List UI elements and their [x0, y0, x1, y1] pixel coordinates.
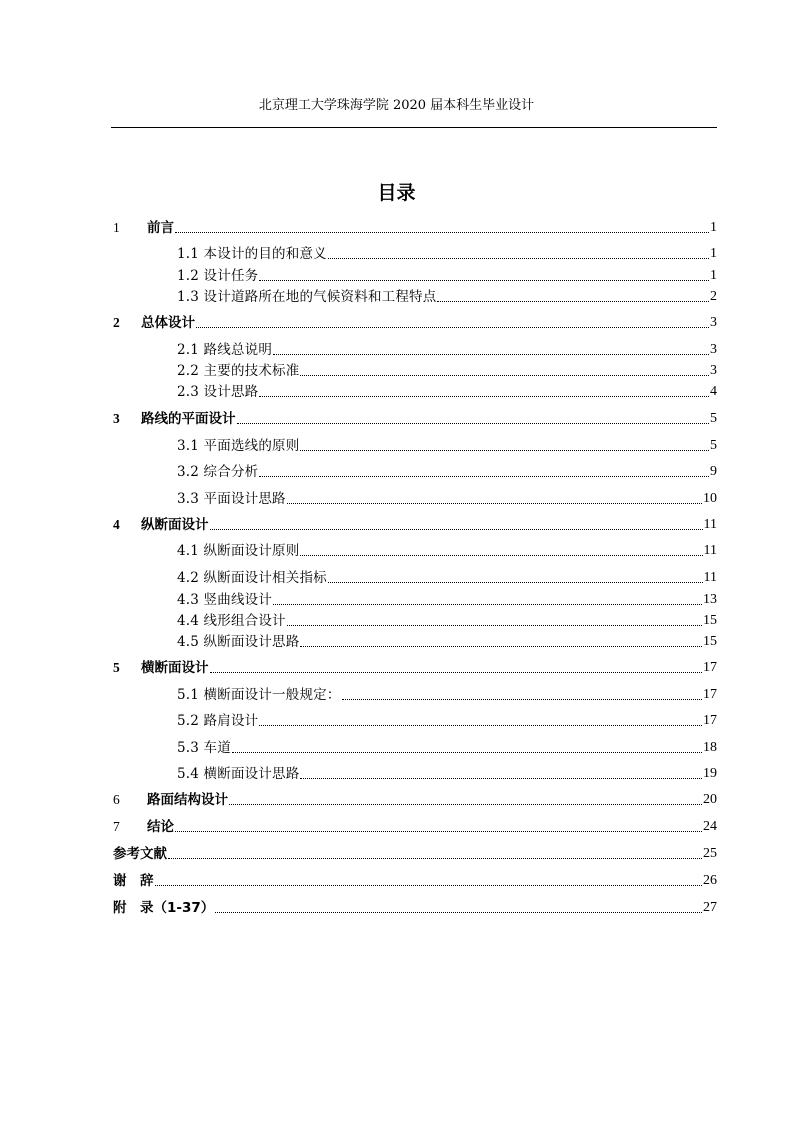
- dot-leader: [328, 258, 709, 259]
- toc-page-number: 11: [703, 517, 717, 532]
- toc-entry-label: 4.5 纵断面设计思路: [177, 634, 300, 650]
- toc-page-number: 3: [710, 342, 717, 357]
- toc-entry-label: 5.1 横断面设计一般规定：: [177, 687, 341, 703]
- toc-entry[interactable]: [113, 659, 717, 677]
- toc-subentry[interactable]: [177, 267, 717, 285]
- toc-subentry[interactable]: [177, 569, 717, 587]
- dot-leader: [168, 858, 702, 859]
- toc-subentry[interactable]: [177, 612, 717, 630]
- toc-subentry[interactable]: [177, 463, 717, 481]
- toc-entry[interactable]: [113, 219, 717, 237]
- toc-page-number: 13: [703, 592, 717, 607]
- dot-leader: [287, 625, 702, 626]
- toc-page-number: 17: [703, 713, 717, 728]
- toc-page-number: 27: [703, 900, 717, 915]
- toc-page-number: 26: [703, 873, 717, 888]
- toc-subentry[interactable]: [177, 383, 717, 401]
- dot-leader: [237, 423, 710, 424]
- toc-subentry[interactable]: [177, 245, 717, 263]
- toc-entry-label: 路线的平面设计: [141, 411, 236, 427]
- toc-entry-number: 4: [113, 517, 120, 532]
- toc-entry-label: 2.2 主要的技术标准: [177, 363, 300, 379]
- toc-page-number: 18: [703, 740, 717, 755]
- page-header: 北京理工大学珠海学院 2020 届本科生毕业设计: [258, 98, 535, 113]
- toc-page-number: 1: [710, 246, 717, 261]
- dot-leader: [287, 503, 702, 504]
- toc-entry-number: 1: [113, 220, 120, 235]
- toc-page-number: 25: [703, 846, 717, 861]
- toc-page-number: 5: [710, 438, 717, 453]
- toc-page-number: 3: [710, 315, 717, 330]
- toc-entry-label: 1.1 本设计的目的和意义: [177, 246, 327, 262]
- toc-entry-label: 3.3 平面设计思路: [177, 491, 286, 507]
- toc-page-number: 17: [703, 687, 717, 702]
- toc-page-number: 19: [703, 766, 717, 781]
- toc-subentry[interactable]: [177, 712, 717, 730]
- toc-subentry[interactable]: [177, 437, 717, 455]
- dot-leader: [300, 646, 702, 647]
- toc-entry-label: 纵断面设计: [141, 517, 209, 533]
- toc-entry-label: 参考文献: [113, 846, 167, 862]
- toc-page-number: 5: [710, 411, 717, 426]
- toc-entry-label: 3.2 综合分析: [177, 464, 259, 480]
- toc-entry-label: 5.2 路肩设计: [177, 713, 259, 729]
- toc-entry-label: 附 录（1-37）: [113, 900, 215, 916]
- toc-page-number: 1: [710, 268, 717, 283]
- dot-leader: [155, 885, 703, 886]
- toc-entry-label: 2.1 路线总说明: [177, 342, 273, 358]
- toc-entry-label: 2.3 设计思路: [177, 384, 259, 400]
- toc-entry-label: 前言: [147, 220, 174, 236]
- toc-entry[interactable]: [113, 516, 717, 534]
- dot-leader: [328, 582, 703, 583]
- toc-entry[interactable]: [113, 899, 717, 917]
- toc-entry-label: 3.1 平面选线的原则: [177, 438, 300, 454]
- toc-page-number: 11: [703, 570, 717, 585]
- dot-leader: [210, 529, 703, 530]
- toc-entry-label: 结论: [147, 819, 174, 835]
- dot-leader: [300, 778, 702, 779]
- toc-page-number: 17: [703, 660, 717, 675]
- toc-entry-label: 1.3 设计道路所在地的气候资料和工程特点: [177, 289, 437, 305]
- dot-leader: [196, 327, 709, 328]
- dot-leader: [437, 301, 709, 302]
- dot-leader: [229, 804, 702, 805]
- dot-leader: [273, 354, 709, 355]
- toc-entry[interactable]: [113, 410, 717, 428]
- dot-leader: [300, 375, 709, 376]
- toc-entry[interactable]: [113, 845, 717, 863]
- toc-entry-number: 2: [113, 315, 120, 330]
- dot-leader: [232, 752, 702, 753]
- toc-entry-label: 总体设计: [141, 315, 195, 331]
- dot-leader: [259, 396, 709, 397]
- toc-page-number: 11: [703, 543, 717, 558]
- toc-page-number: 4: [710, 384, 717, 399]
- dot-leader: [259, 476, 709, 477]
- dot-leader: [210, 672, 703, 673]
- toc-entry-label: 4.2 纵断面设计相关指标: [177, 570, 327, 586]
- toc-entry-label: 横断面设计: [141, 660, 209, 676]
- toc-subentry[interactable]: [177, 288, 717, 306]
- toc-page-number: 20: [703, 792, 717, 807]
- dot-leader: [215, 912, 702, 913]
- toc-entry-number: 5: [113, 660, 120, 675]
- toc-entry-label: 谢 辞: [113, 873, 154, 889]
- dot-leader: [259, 725, 702, 726]
- toc-page-number: 15: [703, 613, 717, 628]
- dot-leader: [175, 232, 709, 233]
- toc-subentry[interactable]: [177, 686, 717, 704]
- toc-subentry[interactable]: [177, 633, 717, 651]
- toc-entry-label: 5.3 车道: [177, 740, 231, 756]
- toc-page-number: 2: [710, 289, 717, 304]
- toc-subentry[interactable]: [177, 490, 717, 508]
- toc-page-number: 24: [703, 819, 717, 834]
- toc-subentry[interactable]: [177, 591, 717, 609]
- toc-subentry[interactable]: [177, 739, 717, 757]
- toc-entry-number: 6: [113, 792, 120, 807]
- dot-leader: [273, 604, 702, 605]
- toc-entry-label: 1.2 设计任务: [177, 268, 259, 284]
- toc-subentry[interactable]: [177, 765, 717, 783]
- toc-entry-label: 4.4 线形组合设计: [177, 613, 286, 629]
- toc-entry-label: 4.1 纵断面设计原则: [177, 543, 300, 559]
- toc-subentry[interactable]: [177, 341, 717, 359]
- toc-entry[interactable]: [113, 872, 717, 890]
- toc-page-number: 10: [703, 491, 717, 506]
- dot-leader: [342, 699, 702, 700]
- toc-page-number: 1: [710, 220, 717, 235]
- toc-entry-label: 路面结构设计: [147, 792, 228, 808]
- toc-subentry[interactable]: [177, 542, 717, 560]
- toc-entry[interactable]: [113, 791, 717, 809]
- toc-entry[interactable]: [113, 818, 717, 836]
- toc-entry-label: 4.3 竖曲线设计: [177, 592, 273, 608]
- toc-entry-number: 3: [113, 411, 120, 426]
- dot-leader: [175, 831, 702, 832]
- toc-page-number: 3: [710, 363, 717, 378]
- toc-entry-label: 5.4 横断面设计思路: [177, 766, 300, 782]
- dot-leader: [300, 450, 709, 451]
- dot-leader: [259, 280, 709, 281]
- toc-page-number: 9: [710, 464, 717, 479]
- toc-subentry[interactable]: [177, 362, 717, 380]
- toc-page-number: 15: [703, 634, 717, 649]
- dot-leader: [300, 555, 702, 556]
- toc-entry[interactable]: [113, 314, 717, 332]
- toc-title: 目录: [377, 182, 416, 204]
- toc-entry-number: 7: [113, 819, 120, 834]
